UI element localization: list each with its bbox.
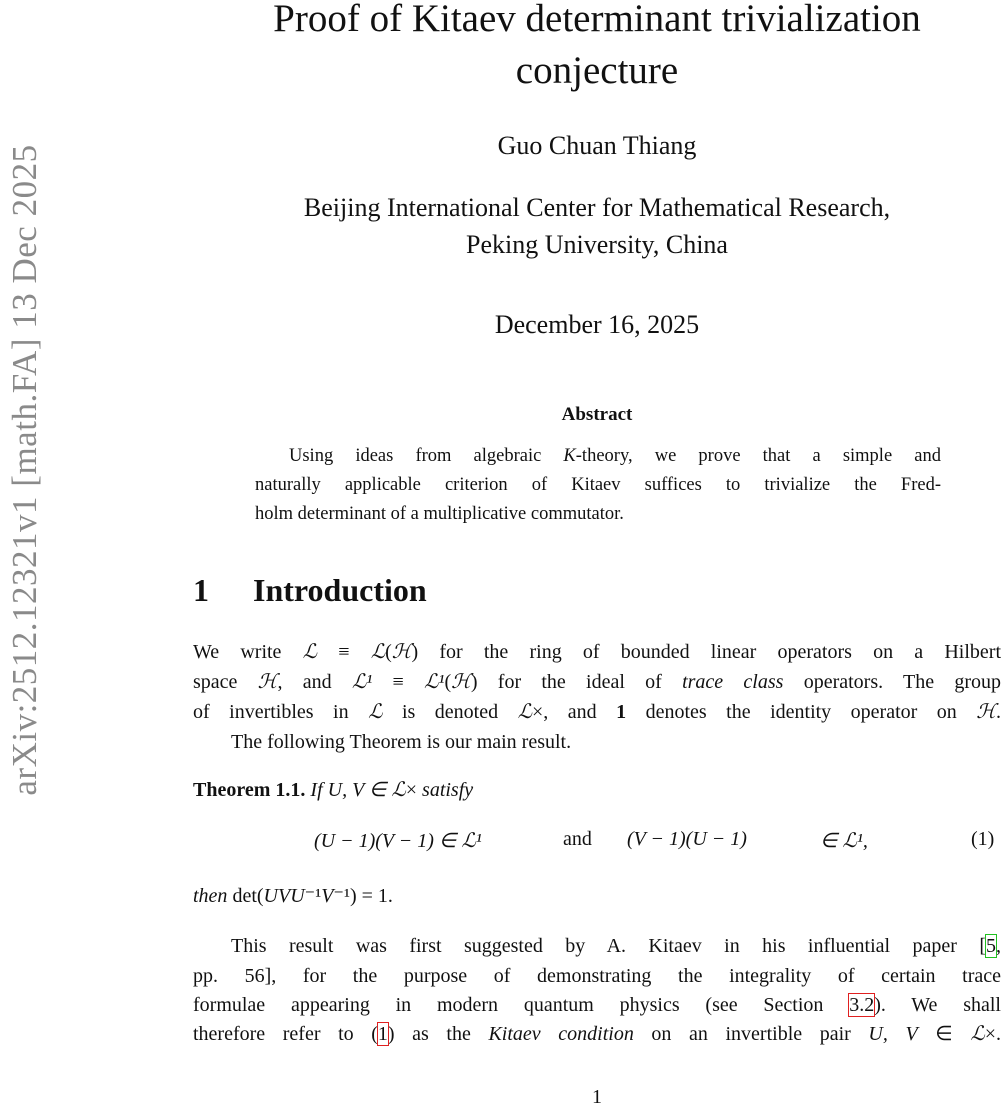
para3-line — [193, 931, 1001, 961]
text-segment: V — [321, 885, 334, 907]
text-segment: on an invertible pair — [633, 1023, 869, 1045]
para1-line — [193, 637, 1001, 667]
text-segment: ) for the ring of bounded linear operators on a Hilbert — [411, 641, 1002, 663]
text-segment: pp. 56], for the purpose of demonstrating the integrality of certain trace — [193, 965, 1001, 987]
text-segment: ⁻¹) = 1. — [333, 885, 393, 907]
text-segment: This result was first suggested by A. Kitaev in his influential paper [ — [231, 935, 986, 957]
affiliation-line1: Beijing International Center for Mathematical Research, — [303, 193, 891, 222]
text-segment: naturally applicable criterion of Kitaev suffices to trivialize the Fred- — [255, 475, 941, 495]
para2-line — [193, 727, 1001, 757]
then-line-line — [193, 881, 1001, 911]
equation-left: (U − 1)(V − 1) ∈ ℒ¹ — [314, 830, 482, 852]
text-segment: ℒ — [370, 641, 386, 663]
text-segment: ) for the ideal of — [470, 671, 683, 693]
section-title: Introduction — [253, 572, 427, 608]
abstract-lines-line — [255, 442, 941, 471]
text-segment: , — [996, 935, 1001, 957]
text-segment: ℒ — [302, 641, 318, 663]
text-segment: The following Theorem is our main result. — [231, 731, 572, 753]
text-segment: 1 — [616, 701, 627, 723]
text-segment: We write — [193, 641, 303, 663]
theorem-line — [193, 775, 1001, 805]
abstract-heading: Abstract — [561, 404, 633, 425]
text-segment: ≡ — [372, 671, 425, 693]
affiliation-line2: Peking University, China — [466, 230, 728, 259]
text-segment: of invertibles in — [193, 701, 369, 723]
text-segment: denotes the identity operator on — [626, 701, 977, 723]
reference-link[interactable]: 3.2 — [849, 994, 875, 1016]
text-segment: . — [996, 701, 1002, 723]
paper-title-line2: conjecture — [515, 49, 679, 92]
text-segment: -theory, we prove that a simple and — [575, 446, 941, 466]
text-segment: is denoted — [382, 701, 518, 723]
text-segment: ) as the — [387, 1023, 489, 1045]
equation-number: (1) — [971, 828, 995, 850]
text-segment: then — [193, 885, 228, 907]
para3-line — [193, 1019, 1001, 1049]
text-segment: ∈ — [917, 1023, 971, 1045]
text-segment: ℒ — [517, 701, 532, 723]
text-segment: ). We shall — [874, 994, 1001, 1016]
para1-line — [193, 667, 1001, 697]
text-segment: therefore refer to ( — [193, 1023, 378, 1045]
text-segment: satisfy — [417, 779, 474, 801]
text-segment: ℒ¹ — [424, 671, 445, 693]
text-segment: ×. — [984, 1023, 1001, 1045]
text-segment: If U, V ∈ ℒ — [305, 779, 406, 801]
text-segment: ℒ¹ — [351, 671, 373, 693]
text-segment: space — [193, 671, 258, 693]
text-segment: Kitaev condition — [488, 1023, 634, 1045]
text-segment: , and — [277, 671, 352, 693]
abstract-lines-line — [255, 471, 941, 500]
page-number: 1 — [592, 1086, 602, 1108]
text-segment: ℋ — [391, 641, 412, 663]
text-segment: trace class — [682, 671, 784, 693]
text-segment: ℋ — [257, 671, 278, 693]
paper-date: December 16, 2025 — [494, 310, 700, 339]
equation-and: and — [563, 828, 592, 850]
text-segment: ( — [385, 641, 392, 663]
reference-link[interactable]: 1 — [377, 1023, 388, 1045]
section-number: 1 — [193, 572, 209, 608]
paper-title-line1: Proof of Kitaev determinant trivialization — [273, 0, 921, 40]
text-segment: K — [563, 446, 576, 466]
text-segment: ⁻¹ — [304, 885, 322, 907]
para1-line — [193, 697, 1001, 727]
text-segment: ×, and — [531, 701, 617, 723]
text-segment: U, V — [868, 1023, 918, 1045]
equation-right-member: ∈ ℒ¹, — [820, 830, 868, 852]
text-segment: Theorem 1.1. — [193, 779, 306, 801]
text-segment: UVU — [263, 885, 305, 907]
author-name: Guo Chuan Thiang — [497, 131, 697, 160]
text-segment: ℒ — [368, 701, 383, 723]
text-segment: ℋ — [451, 671, 471, 693]
text-segment: det( — [227, 885, 264, 907]
text-segment: holm determinant of a multiplicative commutator. — [255, 504, 624, 524]
para3-line — [193, 990, 1001, 1020]
text-segment: ( — [444, 671, 452, 693]
text-segment: ≡ — [317, 641, 371, 663]
equation-right: (V − 1)(U − 1) — [627, 828, 747, 850]
text-segment: formulae appearing in modern quantum physics (see Section — [193, 994, 850, 1016]
text-segment: ℋ — [976, 701, 997, 723]
abstract-lines-line — [255, 500, 941, 529]
text-segment: Using ideas from algebraic — [289, 446, 564, 466]
para3-line — [193, 961, 1001, 991]
reference-link[interactable]: 5 — [986, 935, 996, 957]
text-segment: operators. The group — [783, 671, 1002, 693]
text-segment: ℒ — [970, 1023, 985, 1045]
text-segment: × — [405, 779, 418, 801]
arxiv-side-stamp: arXiv:2512.12321v1 [math.FA] 13 Dec 2025 — [5, 144, 44, 796]
